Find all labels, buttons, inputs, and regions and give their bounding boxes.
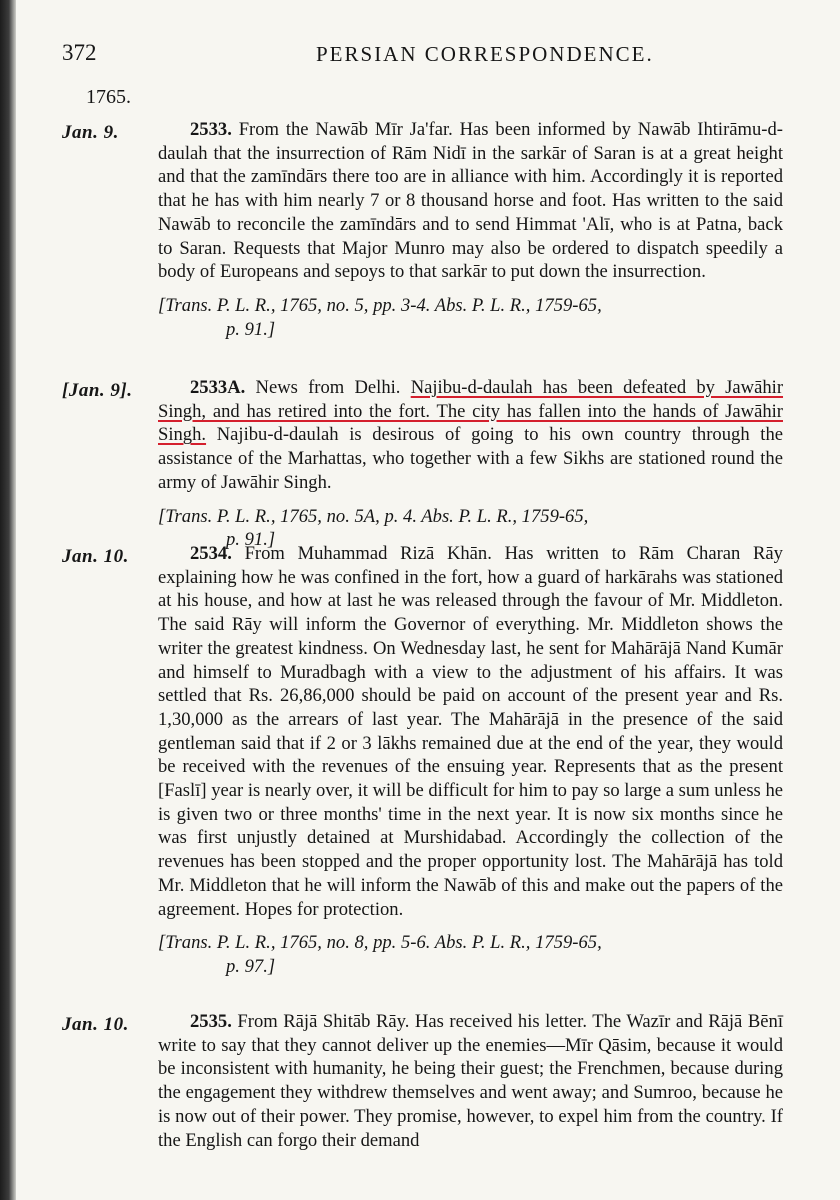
entry-text: From Muhammad Rizā Khān. Has written to Rām Charan Rāy explaining how he was confined in the fort, how a guard of harkārahs was stationed at his house, and how at last he was released through the favour of Mr. Middleton. The said Rāy will inform the Governor of everything. Mr. Middleton shows the writer the greatest kindness. On Wednesday last, he sent for Mahārājā Nand Kumār and himself to Muradbagh with a view to the adjustment of his affairs. It was settled that Rs. 26,86,000 should be paid on account of the present year and Rs. 1,30,000 as the arrears of last year. The Mahārājā in the presence of the said gentleman said that if 2 or 3 lākhs remained due at the end of the year, they would be received with the revenues of the ensuing year. Represents that as the present [Faslī] year is nearly over, it will be difficult for him to pay so large a sum unless he is given two or three months' time in the next year. It is now six months since he was first unjustly detained at Murshidabad. Accordingly the collection of the revenues has been stopped and the proper opportunity lost. The Mahārājā has told Mr. Middleton that he will inform the Nawāb of this and make out the papers of the agreement. Hopes for protection. [158, 543, 783, 920]
citation-line-1: [Trans. P. L. R., 1765, no. 5A, p. 4. Abs. P. L. R., 1759-65, [158, 505, 589, 527]
entry-body [158, 542, 783, 979]
citation-line-2: p. 91.] [226, 318, 276, 340]
entry-number: 2534. [190, 543, 232, 564]
entry-text-lead: News from Delhi. [255, 377, 401, 398]
entry-date: [Jan. 9]. [62, 380, 133, 401]
citation-line-1: [Trans. P. L. R., 1765, no. 8, pp. 5-6. Abs. P. L. R., 1759-65, [158, 932, 602, 954]
citation [158, 931, 783, 978]
citation-line-2: p. 91.] [226, 529, 276, 551]
year-heading: 1765. [86, 86, 131, 108]
citation-line-2: p. 97.] [226, 955, 276, 977]
entry-body [158, 376, 783, 552]
entry-date: Jan. 9. [62, 122, 119, 143]
entry-number: 2533A. [190, 377, 246, 398]
running-title: PERSIAN CORRESPONDENCE. [316, 42, 654, 66]
entry-date: Jan. 10. [62, 1014, 129, 1035]
entry-text: From the Nawāb Mīr Ja'far. Has been informed by Nawāb Ihtirāmu-d-daulah that the insurrection of Rām Nidī in the sarkār of Saran is at a great height and that the zamīndārs there too are in alliance with him. Accordingly it is reported that he has with him nearly 7 or 8 thousand horse and foot. Has written to the said Nawāb to reconcile the zamīndārs and to send Himmat 'Alī, who is at Patna, back to Saran. Requests that Major Munro may also be ordered to dispatch speedily a body of Europeans and sepoys to that sarkār to put down the insurrection. [158, 119, 783, 283]
entry-body [158, 1010, 783, 1152]
entry-text: From Rājā Shitāb Rāy. Has received his letter. The Wazīr and Rājā Bēnī write to say that they cannot deliver up the enemies—Mīr Qāsim, because it would be inconsistent with humanity, he being their guest; the Frenchmen, because during the engagement they withdrew themselves and went away; and Sumroo, because he is now out of their power. They promise, however, to expel him from the country. If the English can forgo their demand [158, 1011, 783, 1151]
entry-date: Jan. 10. [62, 546, 129, 567]
entry-number: 2533. [190, 119, 232, 140]
page-header [0, 34, 840, 70]
highlighted-passage: Najibu-d-daulah has been defeated by Jawāhir Singh, and has retired into the fort. The city has fallen into the hands of Jawāhir Singh. [158, 377, 784, 446]
entry-number: 2535. [190, 1011, 232, 1032]
citation-line-1: [Trans. P. L. R., 1765, no. 5, pp. 3-4. Abs. P. L. R., 1759-65, [158, 294, 602, 316]
entry-body [158, 118, 783, 341]
entry-text-rest: Najibu-d-daulah is desirous of going to his own country through the assistance of the Marhattas, who together with a few Sikhs are stationed round the army of Jawāhir Singh. [158, 424, 783, 493]
page-number: 372 [62, 40, 97, 65]
citation [158, 294, 783, 341]
